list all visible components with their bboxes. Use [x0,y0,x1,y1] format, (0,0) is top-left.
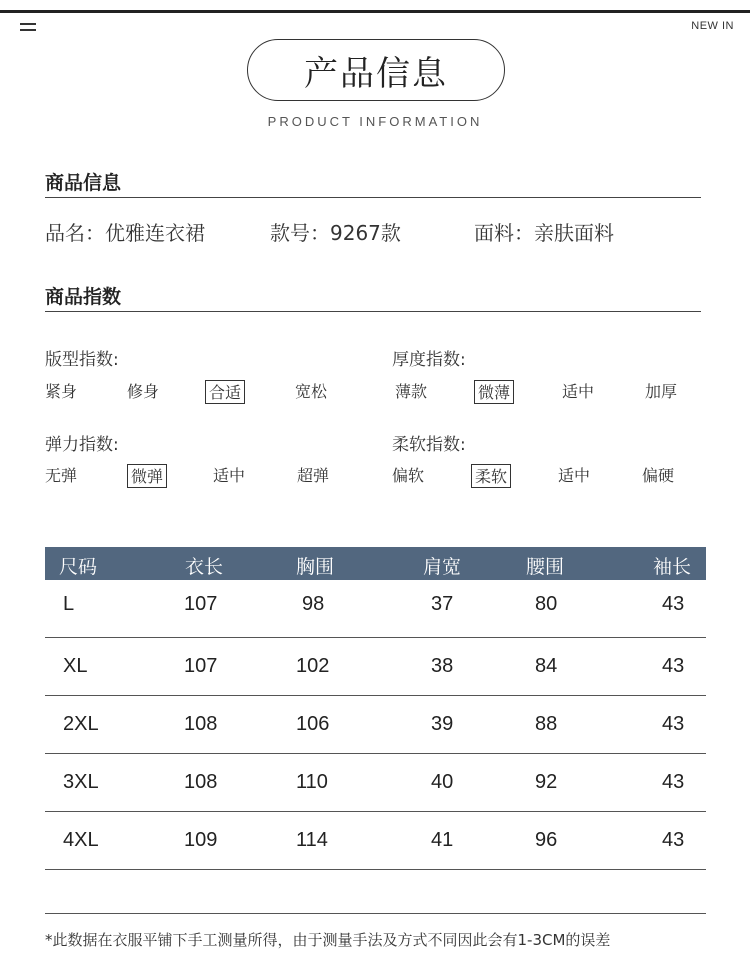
measurement-note: *此数据在衣服平铺下手工测量所得，由于测量手法及方式不同因此会有1-3CM的误差 [45,931,611,949]
table-row [45,812,706,870]
thickness-option: 适中 [562,382,595,401]
cell-shoulder: 38 [431,655,454,677]
cell-size: 4XL [63,829,99,851]
thickness-option: 加厚 [645,382,678,401]
header-bust: 胸围 [296,556,335,578]
header-waist: 腰围 [526,556,565,578]
cell-length: 109 [184,829,218,851]
cell-size: 3XL [63,771,99,793]
section-heading-index: 商品指数 [45,286,122,308]
elasticity-option: 无弹 [45,466,78,485]
cell-sleeve: 43 [662,655,685,677]
cell-shoulder: 41 [431,829,454,851]
product-style-no: 款号：9267款 [270,221,401,245]
fit-index-label: 版型指数: [45,350,119,370]
size-table [45,547,706,870]
elasticity-option: 超弹 [297,466,330,485]
fit-option-selected: 合适 [205,380,245,404]
cell-size: L [63,593,75,615]
section-divider [45,197,701,198]
cell-shoulder: 40 [431,771,454,793]
elasticity-option: 适中 [213,466,246,485]
cell-sleeve: 43 [662,829,685,851]
table-row [45,638,706,696]
cell-sleeve: 43 [662,771,685,793]
product-fabric: 面料：亲肤面料 [474,221,614,245]
cell-shoulder: 37 [431,593,454,615]
page-subtitle: PRODUCT INFORMATION [267,114,483,129]
cell-bust: 110 [296,771,328,793]
thickness-option-selected: 微薄 [474,380,514,404]
softness-index-label: 柔软指数: [392,435,466,455]
cell-size: XL [63,655,88,677]
thickness-index-label: 厚度指数: [392,350,466,370]
cell-bust: 98 [302,593,325,615]
section-divider [45,311,701,312]
new-in-label: NEW IN [691,20,734,32]
section-heading-info: 商品信息 [45,172,122,194]
table-row [45,580,706,638]
cell-length: 108 [184,771,218,793]
header-sleeve: 袖长 [653,556,692,578]
cell-length: 107 [184,655,218,677]
product-name: 品名：优雅连衣裙 [45,221,205,245]
cell-bust: 114 [296,829,328,851]
cell-sleeve: 43 [662,713,685,735]
cell-length: 107 [184,593,218,615]
cell-waist: 80 [535,593,558,615]
fit-option: 修身 [127,382,160,401]
cell-sleeve: 43 [662,593,685,615]
header-shoulder: 肩宽 [423,556,462,578]
cell-shoulder: 39 [431,713,454,735]
table-header [45,547,706,580]
top-rule [0,10,750,13]
softness-option: 适中 [558,466,591,485]
thickness-option: 薄款 [395,382,428,401]
header-length: 衣长 [185,556,224,578]
cell-bust: 102 [296,655,330,677]
cell-length: 108 [184,713,218,735]
page-title: 产品信息 [304,53,448,94]
fit-option: 宽松 [295,382,328,401]
cell-waist: 84 [535,655,558,677]
fit-option: 紧身 [45,382,78,401]
cell-bust: 106 [296,713,330,735]
page-title-pill [247,39,505,101]
cell-waist: 96 [535,829,558,851]
softness-option-selected: 柔软 [471,464,511,488]
menu-icon[interactable] [20,22,36,34]
table-row [45,754,706,812]
cell-size: 2XL [63,713,99,735]
header-size: 尺码 [59,556,98,578]
cell-waist: 88 [535,713,558,735]
softness-option: 偏硬 [642,466,675,485]
softness-option: 偏软 [392,466,425,485]
table-row [45,696,706,754]
cell-waist: 92 [535,771,558,793]
elasticity-index-label: 弹力指数: [45,435,119,455]
elasticity-option-selected: 微弹 [127,464,167,488]
note-divider [45,913,706,914]
